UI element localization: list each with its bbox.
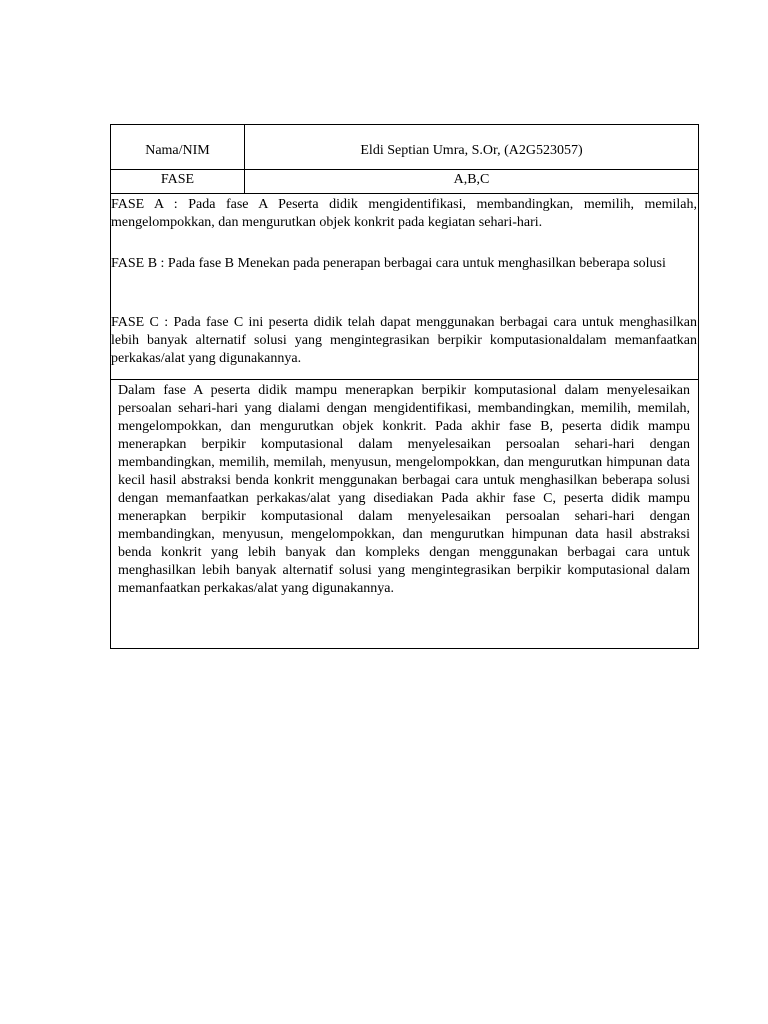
name-label: Nama/NIM (111, 125, 245, 169)
fase-description-row (111, 194, 698, 380)
summary-row (111, 380, 698, 648)
summary-paragraph: Dalam fase A peserta didik mampu menerapkan berpikir komputasional dalam menyelesaikan persoalan sehari-hari yang dialami dengan mengidentifikasi, membandingkan, memilih, memilah, mengelompokkan, dan mengurutkan objek konkrit. Pada akhir fase B, peserta didik mampu menerapkan berpikir komputasional dalam menyelesaikan persoalan sehari-hari dengan membandingkan, memilih, memilah, menyusun, mengelompokkan, dan mengurutkan himpunan data kecil hasil abstraksi benda konkrit menggunakan berbagai cara untuk menghasilkan beberapa solusi dengan memanfaatkan perkakas/alat yang disediakan Pada akhir fase C, peserta didik mampu menerapkan berpikir komputasional dalam menyelesaikan persoalan sehari-hari dengan membandingkan, menyusun, mengelompokkan, dan mengurutkan himpunan data hasil abstraksi benda konkrit yang lebih banyak dan kompleks dengan menggunakan berbagai cara untuk menghasilkan lebih banyak alternatif solusi yang mengintegrasikan berpikir komputasional dalam memanfaatkan perkakas/alat yang digunakannya. (118, 383, 690, 596)
name-value: Eldi Septian Umra, S.Or, (A2G523057) (360, 143, 583, 158)
fase-row (111, 170, 698, 194)
document-table (110, 124, 699, 649)
fase-a-description: FASE A : Pada fase A Peserta didik mengidentifikasi, membandingkan, memilih, memilah, mengelompokkan, dan mengurutkan objek konkrit pada kegiatan sehari-hari. (111, 197, 697, 230)
fase-b-description: FASE B : Pada fase B Menekan pada penerapan berbagai cara untuk menghasilkan beberapa solusi (111, 256, 666, 271)
fase-c-description: FASE C : Pada fase C ini peserta didik telah dapat menggunakan berbagai cara untuk menghasilkan lebih banyak alternatif solusi yang mengintegrasikan berpikir komputasionaldalam memanfaatkan perkakas/alat yang digunakannya. (111, 315, 697, 366)
fase-value: A,B,C (453, 171, 490, 187)
fase-label: FASE (111, 170, 245, 193)
name-row (111, 125, 698, 170)
